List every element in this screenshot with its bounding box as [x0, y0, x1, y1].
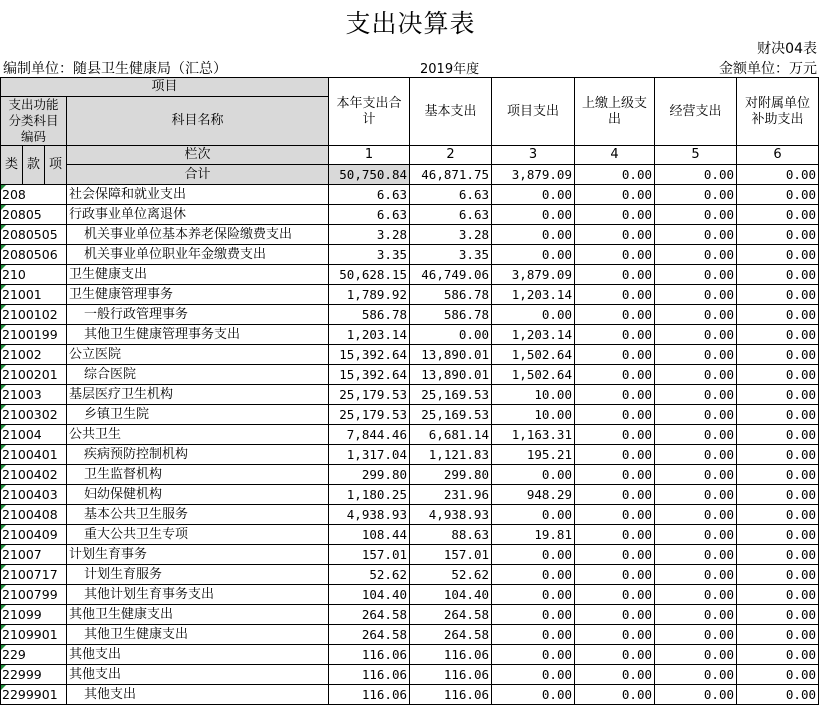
row-value: 1,121.83: [410, 445, 492, 465]
row-value: 0.00: [655, 425, 737, 445]
row-value: 3.35: [410, 245, 492, 265]
row-code: 2299901: [1, 685, 67, 705]
row-value: 15,392.64: [329, 345, 410, 365]
row-value: 25,169.53: [410, 385, 492, 405]
row-value: 104.40: [410, 585, 492, 605]
row-value: 586.78: [410, 305, 492, 325]
row-value: 0.00: [575, 405, 655, 425]
expenditure-table: [0, 77, 819, 705]
row-value: 19.81: [492, 525, 575, 545]
row-value: 0.00: [655, 505, 737, 525]
row-value: 1,502.64: [492, 365, 575, 385]
row-value: 1,163.31: [492, 425, 575, 445]
total-cell: 0.00: [655, 165, 737, 185]
row-value: 264.58: [410, 625, 492, 645]
row-value: 0.00: [737, 245, 819, 265]
row-value: 25,179.53: [329, 405, 410, 425]
row-value: 3,879.09: [492, 265, 575, 285]
row-name: 其他卫生健康支出: [67, 605, 329, 625]
table-row: [1, 545, 819, 565]
row-value: 1,203.14: [492, 325, 575, 345]
row-value: 586.78: [329, 305, 410, 325]
row-name: 其他支出: [67, 685, 329, 705]
row-name: 公共卫生: [67, 425, 329, 445]
row-value: 0.00: [737, 205, 819, 225]
row-value: 0.00: [575, 625, 655, 645]
header-item: 项目: [1, 78, 329, 97]
row-value: 231.96: [410, 485, 492, 505]
row-value: 116.06: [329, 665, 410, 685]
row-value: 1,203.14: [329, 325, 410, 345]
table-row: [1, 325, 819, 345]
report-title: 支出决算表: [345, 9, 476, 38]
table-row: [1, 365, 819, 385]
row-value: 0.00: [655, 565, 737, 585]
row-value: 25,179.53: [329, 385, 410, 405]
row-value: 116.06: [410, 665, 492, 685]
row-value: 0.00: [737, 345, 819, 365]
row-value: 157.01: [329, 545, 410, 565]
row-code: 21001: [1, 285, 67, 305]
currency-unit: 金额单位：万元: [719, 61, 817, 77]
row-value: 0.00: [575, 385, 655, 405]
row-name: 其他支出: [67, 645, 329, 665]
row-value: 264.58: [410, 605, 492, 625]
total-cell: 46,871.75: [410, 165, 492, 185]
row-value: 0.00: [492, 685, 575, 705]
table-row: [1, 665, 819, 685]
table-row: [1, 445, 819, 465]
row-value: 104.40: [329, 585, 410, 605]
row-value: 6.63: [329, 205, 410, 225]
row-value: 0.00: [575, 225, 655, 245]
row-name: 重大公共卫生专项: [67, 525, 329, 545]
row-value: 0.00: [737, 385, 819, 405]
row-value: 6.63: [410, 205, 492, 225]
row-value: 0.00: [575, 485, 655, 505]
row-value: 0.00: [737, 365, 819, 385]
row-value: 0.00: [655, 405, 737, 425]
row-value: 0.00: [492, 505, 575, 525]
row-value: 0.00: [575, 685, 655, 705]
row-value: 586.78: [410, 285, 492, 305]
table-row: [1, 625, 819, 645]
row-value: 88.63: [410, 525, 492, 545]
table-row: [1, 645, 819, 665]
total-cell: 3,879.09: [492, 165, 575, 185]
row-value: 3.28: [410, 225, 492, 245]
row-value: 3.28: [329, 225, 410, 245]
row-value: 0.00: [575, 265, 655, 285]
row-value: 0.00: [737, 505, 819, 525]
table-row: [1, 345, 819, 365]
row-name: 计划生育服务: [67, 565, 329, 585]
col-number-6: 6: [737, 146, 819, 165]
row-value: 10.00: [492, 405, 575, 425]
table-row: [1, 225, 819, 245]
row-value: 6.63: [329, 185, 410, 205]
row-code: 2109901: [1, 625, 67, 645]
row-name: 基本公共卫生服务: [67, 505, 329, 525]
row-value: 0.00: [655, 685, 737, 705]
row-value: 0.00: [737, 545, 819, 565]
row-value: 0.00: [655, 465, 737, 485]
row-value: 0.00: [737, 325, 819, 345]
table-row: [1, 505, 819, 525]
row-value: 0.00: [737, 665, 819, 685]
row-value: 0.00: [492, 625, 575, 645]
row-code: 2100799: [1, 585, 67, 605]
row-value: 13,890.01: [410, 345, 492, 365]
total-cell: 0.00: [737, 165, 819, 185]
row-value: 0.00: [575, 665, 655, 685]
row-code: 208: [1, 185, 67, 205]
row-value: 0.00: [575, 445, 655, 465]
row-value: 1,203.14: [492, 285, 575, 305]
row-value: 0.00: [492, 585, 575, 605]
row-value: 52.62: [410, 565, 492, 585]
header-col-6: 对附属单位补助支出: [737, 78, 819, 146]
row-value: 0.00: [737, 645, 819, 665]
table-row: [1, 565, 819, 585]
row-value: 0.00: [492, 605, 575, 625]
col-number-2: 2: [410, 146, 492, 165]
row-value: 116.06: [329, 645, 410, 665]
row-value: 0.00: [492, 205, 575, 225]
row-value: 0.00: [492, 645, 575, 665]
row-value: 50,628.15: [329, 265, 410, 285]
row-name: 妇幼保健机构: [67, 485, 329, 505]
row-value: 0.00: [492, 185, 575, 205]
row-value: 4,938.93: [410, 505, 492, 525]
row-value: 0.00: [655, 385, 737, 405]
row-value: 0.00: [655, 625, 737, 645]
row-name: 公立医院: [67, 345, 329, 365]
row-value: 52.62: [329, 565, 410, 585]
row-value: 0.00: [492, 225, 575, 245]
row-value: 0.00: [655, 585, 737, 605]
row-code: 2100717: [1, 565, 67, 585]
row-value: 0.00: [575, 605, 655, 625]
row-value: 1,502.64: [492, 345, 575, 365]
row-value: 0.00: [737, 285, 819, 305]
row-name: 其他支出: [67, 665, 329, 685]
row-value: 0.00: [737, 405, 819, 425]
row-name: 卫生健康支出: [67, 265, 329, 285]
header-col-1: 本年支出合计: [329, 78, 410, 146]
row-value: 15,392.64: [329, 365, 410, 385]
row-value: 0.00: [575, 345, 655, 365]
row-value: 0.00: [575, 185, 655, 205]
table-row: [1, 285, 819, 305]
table-row: [1, 485, 819, 505]
header-kuan: 款: [23, 146, 45, 185]
row-value: 0.00: [737, 305, 819, 325]
row-value: 0.00: [575, 365, 655, 385]
row-code: 20805: [1, 205, 67, 225]
row-value: 0.00: [655, 345, 737, 365]
row-value: 6.63: [410, 185, 492, 205]
row-value: 46,749.06: [410, 265, 492, 285]
row-value: 0.00: [410, 325, 492, 345]
row-code: 2100409: [1, 525, 67, 545]
row-value: 0.00: [655, 265, 737, 285]
row-value: 0.00: [655, 365, 737, 385]
row-code: 22999: [1, 665, 67, 685]
row-value: 0.00: [655, 445, 737, 465]
row-value: 0.00: [737, 465, 819, 485]
row-value: 3.35: [329, 245, 410, 265]
header-col-5: 经营支出: [655, 78, 737, 146]
row-code: 2100102: [1, 305, 67, 325]
row-value: 948.29: [492, 485, 575, 505]
row-value: 0.00: [655, 665, 737, 685]
row-name: 其他卫生健康支出: [67, 625, 329, 645]
row-name: 机关事业单位基本养老保险缴费支出: [67, 225, 329, 245]
row-value: 0.00: [492, 545, 575, 565]
row-value: 264.58: [329, 625, 410, 645]
row-value: 0.00: [737, 565, 819, 585]
row-value: 0.00: [575, 585, 655, 605]
row-value: 116.06: [410, 685, 492, 705]
table-row: [1, 205, 819, 225]
row-code: 21099: [1, 605, 67, 625]
row-value: 0.00: [737, 625, 819, 645]
row-value: 0.00: [575, 305, 655, 325]
col-number-4: 4: [575, 146, 655, 165]
row-value: 0.00: [575, 205, 655, 225]
row-name: 卫生监督机构: [67, 465, 329, 485]
table-row: [1, 405, 819, 425]
row-value: 6,681.14: [410, 425, 492, 445]
row-name: 社会保障和就业支出: [67, 185, 329, 205]
row-value: 0.00: [737, 605, 819, 625]
row-value: 1,317.04: [329, 445, 410, 465]
header-col-2: 基本支出: [410, 78, 492, 146]
row-value: 0.00: [492, 305, 575, 325]
row-value: 10.00: [492, 385, 575, 405]
row-code: 2080505: [1, 225, 67, 245]
row-name: 行政事业单位离退休: [67, 205, 329, 225]
row-name: 一般行政管理事务: [67, 305, 329, 325]
row-code: 2100302: [1, 405, 67, 425]
row-value: 0.00: [575, 325, 655, 345]
row-value: 0.00: [655, 525, 737, 545]
row-name: 疾病预防控制机构: [67, 445, 329, 465]
row-name: 卫生健康管理事务: [67, 285, 329, 305]
row-value: 116.06: [329, 685, 410, 705]
row-value: 0.00: [575, 285, 655, 305]
table-row: [1, 585, 819, 605]
row-value: 0.00: [575, 465, 655, 485]
row-value: 0.00: [655, 605, 737, 625]
row-value: 0.00: [655, 645, 737, 665]
header-lei: 类: [1, 146, 23, 185]
row-value: 0.00: [737, 525, 819, 545]
row-value: 108.44: [329, 525, 410, 545]
row-code: 2100402: [1, 465, 67, 485]
row-value: 0.00: [492, 465, 575, 485]
compiling-unit: 编制单位：随县卫生健康局（汇总）: [3, 61, 227, 77]
row-value: 0.00: [492, 565, 575, 585]
row-name: 综合医院: [67, 365, 329, 385]
col-number-1: 1: [329, 146, 410, 165]
row-value: 0.00: [655, 305, 737, 325]
row-value: 1,180.25: [329, 485, 410, 505]
row-value: 0.00: [575, 505, 655, 525]
row-name: 计划生育事务: [67, 545, 329, 565]
row-value: 0.00: [575, 565, 655, 585]
header-code: 支出功能分类科目编码: [1, 97, 67, 146]
row-value: 116.06: [410, 645, 492, 665]
row-value: 13,890.01: [410, 365, 492, 385]
row-value: 0.00: [655, 225, 737, 245]
row-code: 2100408: [1, 505, 67, 525]
table-row: [1, 425, 819, 445]
row-value: 299.80: [410, 465, 492, 485]
row-value: 0.00: [655, 205, 737, 225]
row-code: 229: [1, 645, 67, 665]
row-value: 157.01: [410, 545, 492, 565]
row-code: 2100403: [1, 485, 67, 505]
row-code: 2100401: [1, 445, 67, 465]
row-name: 基层医疗卫生机构: [67, 385, 329, 405]
table-row: [1, 385, 819, 405]
header-lanci: 栏次: [67, 146, 329, 165]
row-value: 0.00: [737, 585, 819, 605]
col-number-3: 3: [492, 146, 575, 165]
header-xiang: 项: [45, 146, 67, 185]
row-value: 0.00: [737, 685, 819, 705]
row-name: 其他卫生健康管理事务支出: [67, 325, 329, 345]
row-value: 0.00: [575, 525, 655, 545]
row-value: 0.00: [737, 225, 819, 245]
row-value: 0.00: [737, 425, 819, 445]
row-code: 2100199: [1, 325, 67, 345]
row-value: 4,938.93: [329, 505, 410, 525]
header-name: 科目名称: [67, 97, 329, 146]
row-value: 264.58: [329, 605, 410, 625]
table-row: [1, 465, 819, 485]
total-cell: 50,750.84: [329, 165, 410, 185]
row-code: 21004: [1, 425, 67, 445]
row-value: 0.00: [737, 185, 819, 205]
row-value: 0.00: [737, 265, 819, 285]
row-code: 21007: [1, 545, 67, 565]
row-code: 210: [1, 265, 67, 285]
row-value: 0.00: [575, 425, 655, 445]
row-value: 0.00: [737, 485, 819, 505]
row-value: 7,844.46: [329, 425, 410, 445]
row-value: 0.00: [492, 245, 575, 265]
table-row: [1, 245, 819, 265]
row-value: 25,169.53: [410, 405, 492, 425]
col-number-5: 5: [655, 146, 737, 165]
row-name: 乡镇卫生院: [67, 405, 329, 425]
table-row: [1, 605, 819, 625]
total-label: 合计: [67, 165, 329, 185]
row-value: 0.00: [655, 485, 737, 505]
row-value: 0.00: [655, 285, 737, 305]
form-number: 财决04表: [757, 41, 817, 57]
row-value: 299.80: [329, 465, 410, 485]
row-value: 0.00: [575, 545, 655, 565]
row-code: 2080506: [1, 245, 67, 265]
row-name: 机关事业单位职业年金缴费支出: [67, 245, 329, 265]
row-value: 0.00: [655, 245, 737, 265]
row-name: 其他计划生育事务支出: [67, 585, 329, 605]
table-row: [1, 265, 819, 285]
row-value: 0.00: [575, 245, 655, 265]
row-value: 0.00: [655, 185, 737, 205]
table-row: [1, 525, 819, 545]
row-value: 0.00: [492, 665, 575, 685]
table-row: [1, 185, 819, 205]
row-value: 195.21: [492, 445, 575, 465]
row-value: 0.00: [655, 325, 737, 345]
row-code: 2100201: [1, 365, 67, 385]
row-value: 0.00: [655, 545, 737, 565]
total-cell: 0.00: [575, 165, 655, 185]
row-value: 0.00: [737, 445, 819, 465]
row-value: 1,789.92: [329, 285, 410, 305]
header-col-3: 项目支出: [492, 78, 575, 146]
row-value: 0.00: [575, 645, 655, 665]
row-code: 21003: [1, 385, 67, 405]
row-code: 21002: [1, 345, 67, 365]
table-row: [1, 685, 819, 705]
header-col-4: 上缴上级支出: [575, 78, 655, 146]
table-row: [1, 305, 819, 325]
report-year: 2019年度: [420, 62, 480, 77]
